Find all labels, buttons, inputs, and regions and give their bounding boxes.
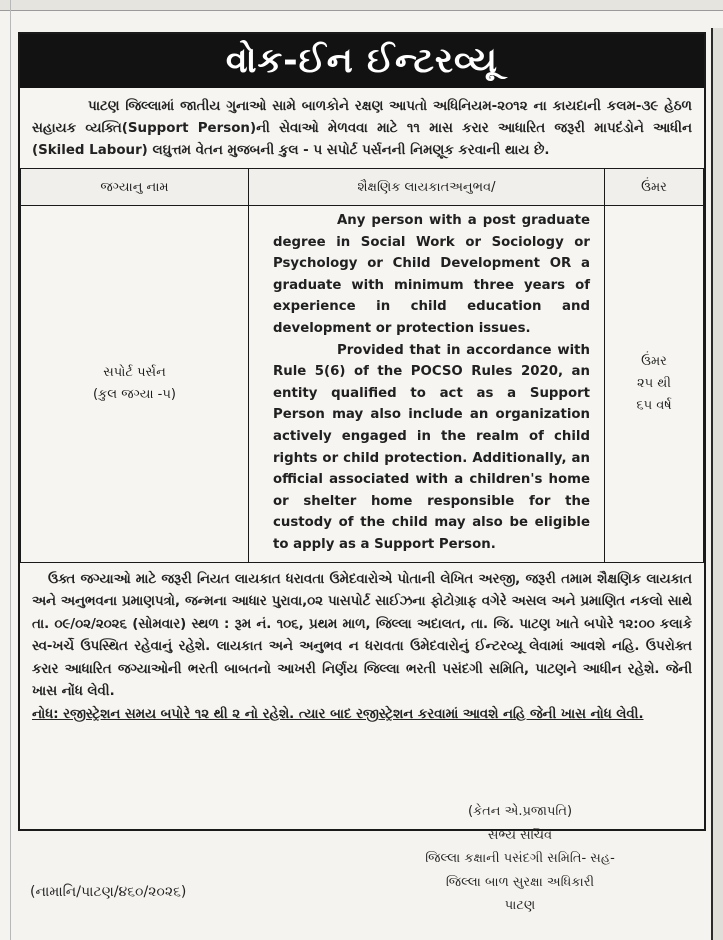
post-cell	[21, 206, 249, 563]
eligibility-paragraph-2: Provided that in accordance with Rule 5(6) of the POCSO Rules 2020, an entity qualified to act as a Support Person may also include an organization actively engaged in the realm of child rights or child protection. Additionally, an official associated with a children's home or shelter home responsible for the custody of the child may also be eligible to apply as a Support Person.	[273, 342, 590, 552]
signature-block	[380, 800, 660, 918]
registration-note: નોધ: રજીસ્ટ્રેશન સમય બપોરે ૧૨ થી ૨ નો રહેશે. ત્યાર બાદ રજીસ્ટ્રેશન કરવામાં આવશે નહિ જેની ખાસ નોધ લેવી.	[32, 706, 644, 722]
notice-title: વોક-ઈન ઈન્ટરવ્યૂ	[20, 34, 704, 88]
header-post-name: જગ્યાનુ નામ	[21, 169, 249, 206]
signatory-committee: જિલ્લા કક્ષાની પસંદગી સમિતિ- સહ-	[425, 851, 615, 866]
age-label: ઉંમર	[641, 353, 667, 369]
eligibility-cell	[249, 206, 605, 563]
signatory-officer: જિલ્લા બાળ સુરક્ષા અધિકારી	[445, 874, 595, 890]
header-qualification: શૈક્ષણિક લાયકાતઅનુભવ/	[249, 169, 605, 206]
page-top-edge	[0, 0, 723, 11]
post-count: (કુલ જગ્યા -૫)	[92, 386, 176, 402]
interview-details	[20, 563, 704, 729]
post-name: સપોર્ટ પર્સન	[103, 364, 166, 380]
page-left-edge	[0, 0, 11, 940]
signatory-role: સભ્ય સચિવ	[487, 827, 553, 843]
age-lower: ૨૫ થી	[637, 375, 671, 391]
intro-text: પાટણ જિલ્લામાં જાતીય ગુનાઓ સામે બાળકોને રક્ષણ આપતો અધિનિયમ-૨૦૧૨ ના કાયદાની કલમ-૩૯ હેઠળ સહાયક વ્યક્તિ(Support Person)ની સેવાઓ મેળવવા માટે ૧૧ માસ કરાર આધારિત જરૂરી માપદંડોને આધીન (Skiled Labour) લઘુત્તમ વેતન મુજબની કુલ - ૫ સપોર્ટ પર્સનની નિમણૂક કરવાની થાય છે.	[32, 99, 692, 158]
table-header-row	[21, 169, 704, 206]
details-text: ઉક્ત જગ્યાઓ માટે જરૂરી નિયત લાયકાત ધરાવતા ઉમેદવારોએ પોતાની લેખિત અરજી, જરૂરી તમામ શૈક્ષણિક લાયકાત અને અનુભવના પ્રમાણપત્રો, જન્મના આધાર પુરાવા,૦૨ પાસપોર્ટ સાઈઝના ફોટોગ્રાફ વગેરે અસલ અને પ્રમાણિત નકલો સાથે તા. ૦૯/૦૨/૨૦૨૬ (સોમવાર) સ્થળ : રૂમ નં. ૧૦૬, પ્રથમ માળ, જિલ્લા અદાલત, તા. જિ. પાટણ ખાતે બપોરે ૧૨:૦૦ કલાકે સ્વ-ખર્ચે ઉપસ્થિત રહેવાનું રહેશે. લાયકાત અને અનુભવ ન ધરાવતા ઉમેદવારોનું ઈન્ટરવ્યૂ લેવામાં આવશે નહિ. ઉપરોક્ત કરાર આધારિત જગ્યાઓની ભરતી બાબતનો આખરી નિર્ણય જિલ્લા ભરતી પસંદગી સમિતિ, પાટણને આધીન રહેશે. જેની ખાસ નોંધ લેવી.	[32, 571, 692, 699]
vacancy-table	[20, 168, 704, 563]
notice-intro	[20, 88, 704, 168]
walk-in-notice	[18, 32, 706, 831]
reference-number: (નામાનિ/પાટણ/૪૬૦/૨૦૨૬)	[30, 884, 187, 900]
table-row	[21, 206, 704, 563]
signatory-name: (કેતન એ.પ્રજાપતિ)	[467, 804, 573, 819]
adjacent-column-edge	[711, 28, 723, 940]
header-age: ઉંમર	[605, 169, 704, 206]
signatory-place: પાટણ	[504, 898, 536, 913]
age-cell	[605, 206, 704, 563]
eligibility-paragraph-1: Any person with a post graduate degree in Social Work or Sociology or Psychology or Child Development OR a graduate with minimum three years of experience in child education and development or protection issues.	[273, 213, 590, 336]
age-upper: ૬૫ વર્ષ	[636, 397, 672, 413]
